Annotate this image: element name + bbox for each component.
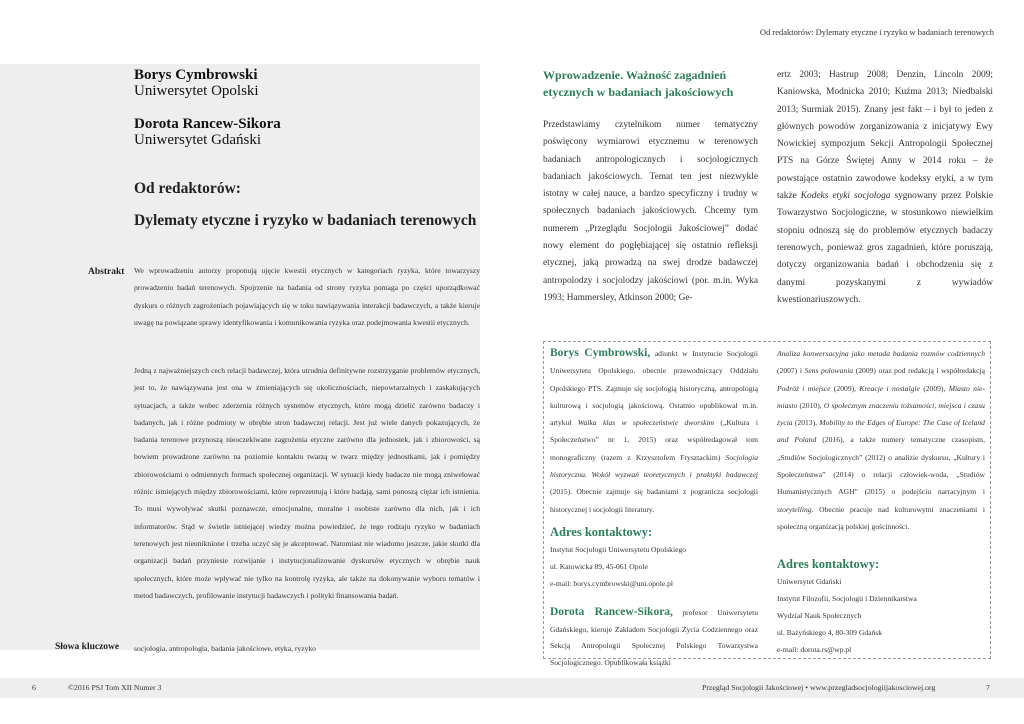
author-name-1: Borys Cymbrowski <box>134 67 258 83</box>
footer-page-left: 6 <box>32 683 36 692</box>
footer-page-right: 7 <box>986 683 990 692</box>
author-affiliation-1: Uniwersytet Opolski <box>134 83 259 99</box>
address-2-line-3: Wydział Nauk Społecznych <box>777 611 862 620</box>
abstract-paragraph-1: We wprowadzeniu autorzy proponują ujęcie kwestii etycznych w kategoriach ryzyka, które towarzyszy prowadzeniu badań terenowych. Spojrzenie na badania od strony ryzyka pomaga po części uporządkować dyskurs o różnych zagrożeniach pojawiających się w toku nawiązywania interakcji badawczych, a także kieruje uwagę na powiązane sprawy identyfikowania i komunikowania ryzyka oraz podejmowania kwestii etycznych. <box>134 266 480 327</box>
article-title-prefix: Od redaktorów: <box>134 180 241 197</box>
running-head: Od redaktorów: Dylematy etyczne i ryzyko w badaniach terenowych <box>759 27 994 37</box>
address-1-line-2: ul. Katowicka 89, 45-061 Opole <box>550 562 648 571</box>
keywords: socjologia, antropologia, badania jakościowe, etyka, ryzyko <box>134 644 316 653</box>
abstract-paragraph-2: Jedną z najważniejszych cech relacji badawczej, która utrudnia definitywne rozstrzyganie problemów etycznych, jest to, że nawiązywana jest ona w zmieniających się okolicznościach, niepowtarzalnych i zaskakujących sytuacjach, a także wobec zderzenia różnych systemów etycznych, które mogą dzielić zarówno badaczy i badanych, jak i różne podmioty w obrębie stron badawczej relacji. Jest już wiele danych pokazujących, że badania terenowe przynoszą nieoczekiwane zagrożenia etyczne zarówno dla jednostek, jak i zbiorowości, są bowiem prowadzone zarówno na poziomie kontaktu twarzą w twarz między jednostkami, jak i pomiędzy zbiorowościami o odmiennych formach społecznej organizacji. W sytuacji kiedy badacze nie mogą zniwelować różnic istniejących między zbiorowościami, które reprezentują i które badają, sami ponoszą ciężar ich istnienia. To musi wywoływać skutki poznawcze, emocjonalne, moralne i osobiste zarówno dla nich, jak i ich informatorów. Stąd w świetle istniejącej wiedzy można powiedzieć, że tego rodzaju ryzyko w badaniach terenowych jest nieuniknione i trzeba uczyć się je akceptować. Natomiast nie wiadomo jeszcze, jakie skutki dla organizacji badań przyniesie rozwijanie i instytucjonalizowanie dyskursów etycznych w obrębie nauk społecznych, które może wpływać nie tylko na kontrolę ryzyka, ale także na dokonywanie wyboru tematów i metod badawczych, profilowanie instytucji badawczych i polityki finansowania badań. <box>134 366 480 600</box>
address-heading-1: Adres kontaktowy: <box>550 525 653 539</box>
intro-column-1: Przedstawiamy czytelnikom numer tematyczny poświęcony wymiarowi etycznemu w terenowych badaniach antropologicznych i socjologicznych badaniach jakościowych. Temat ten jest niezwykle istotny w całej nauce, a bardzo specyficzny i trudny w społecznych badaniach jakościowych. Chcemy tym numerem „Przeglądu Socjologii Jakościowej” dodać nowy element do pogłębiającej się ostatnio refleksji etycznej, jaką prowadzą na swej drodze badawczej antropolodzy i socjolodzy jakościowi (por. m.in. Wyka 1993; Hammersley, Atkinson 2000; Ge- <box>543 120 758 303</box>
address-2-line-4: ul. Bażyńskiego 4, 80-309 Gdańsk <box>777 628 883 637</box>
intro-heading: Wprowadzenie. Ważność zagadnień etycznych w badaniach jakościowych <box>543 68 734 99</box>
bio-cymbrowski: Borys Cymbrowski, adiunkt w Instytucie Socjologii Uniwersytetu Opolskiego, obecnie przewodniczący Oddziału Opolskiego PTS. Zajmuje się socjologią historyczną, antropologią kulturową i socjologią jakościową. Ostatnio opublikował m.in. artykuł Walka klas w społeczeństwie dworskim („Kultura i Społeczeństwo” nr 1, 2015) oraz współredagował tom monograficzny (razem z Krzysztofem Frysztackim) Socjologia historyczna. Wokół wyzwań teoretycznych i praktyki badawczej (2015). Obecnie zajmuje się badaniami z pogranicza socjologii historycznej i socjologii literatury. <box>550 347 758 514</box>
footer-journal-url[interactable]: Przegląd Socjologii Jakościowej • www.przegladsocjologiijakosciowej.org <box>702 683 936 692</box>
address-2-line-1: Uniwersytet Gdański <box>777 577 842 586</box>
abstract-label: Abstrakt <box>88 267 125 277</box>
address-2-email[interactable]: e-mail: dorota.rs@wp.pl <box>777 645 852 654</box>
bio-rancew-sikora-part-2: Analiza konwersacyjna jako metoda badania rozmów codziennych (2007) i Sens polowania (2009) oraz pod redakcją i współredakcją Podróż i miejsce (2009), Kreacje i nostalgie (2009), Miasto nie-miasto (2010), O społecznym znaczeniu tożsamości, miejsca i czasu życia (2013), Mobility to the Edges of Europe: The Case of Iceland and Poland (2016), a także numery tematyczne czasopism, „Studiów Socjologicznych” (2012) o analizie dyskursu, „Kultury i Społeczeństwa” (2014) o relacji człowiek-woda, „Studiów Humanistycznych AGH” (2015) o podejściu narracyjnym i storytelling. Obecnie pracuje nad kulturowymi znaczeniami i społeczną organizacją polskiej gościnności. <box>777 349 985 531</box>
keywords-label: Słowa kluczowe <box>55 642 120 652</box>
article-title: Dylematy etyczne i ryzyko w badaniach terenowych <box>134 212 477 229</box>
footer-journal-issue: ©2016 PSJ Tom XII Numer 3 <box>68 683 162 692</box>
address-heading-2: Adres kontaktowy: <box>777 557 880 571</box>
address-1-email[interactable]: e-mail: borys.cymbrowski@uni.opole.pl <box>550 579 673 588</box>
intro-column-2: ertz 2003; Hastrup 2008; Denzin, Lincoln 2009; Kaniowska, Modnicka 2010; Kuźma 2013; Niedbalski 2013; Surmiak 2015). Znany jest fakt – i był to jeden z głównych powodów zorganizowania z inicjatywy Ewy Nowickiej sympozjum Sekcji Antropologii Społecznej PTS na Górze Świętej Anny w 2014 roku – że powstające ostatnio zawodowe kodeksy etyki, a w tym także Kodeks etyki socjologa sygnowany przez Polskie Towarzystwo Socjologiczne, w stosunkowo niewielkim stopniu odnoszą się do problemów etycznych badaczy terenowych, ponieważ gros zagadnień, które poruszają, dotyczy organizowania badań i obchodzenia się z danymi pozyskanymi z wywiadów kwestionariuszowych. <box>777 70 994 305</box>
author-name-2: Dorota Rancew-Sikora <box>134 116 281 132</box>
address-2-line-2: Instytut Filozofii, Socjologii i Dziennikarstwa <box>777 594 917 603</box>
address-1-line-1: Instytut Socjologii Uniwersytetu Opolskiego <box>550 545 687 554</box>
author-affiliation-2: Uniwersytet Gdański <box>134 132 262 148</box>
bio-rancew-sikora-part-1: Dorota Rancew-Sikora, profesor Uniwersytetu Gdańskiego, kieruje Zakładem Socjologii Życia Codziennego oraz Sekcją Antropologii Społecznej Polskiego Towarzystwa Socjologicznego. Opublikowała książki <box>550 606 758 667</box>
